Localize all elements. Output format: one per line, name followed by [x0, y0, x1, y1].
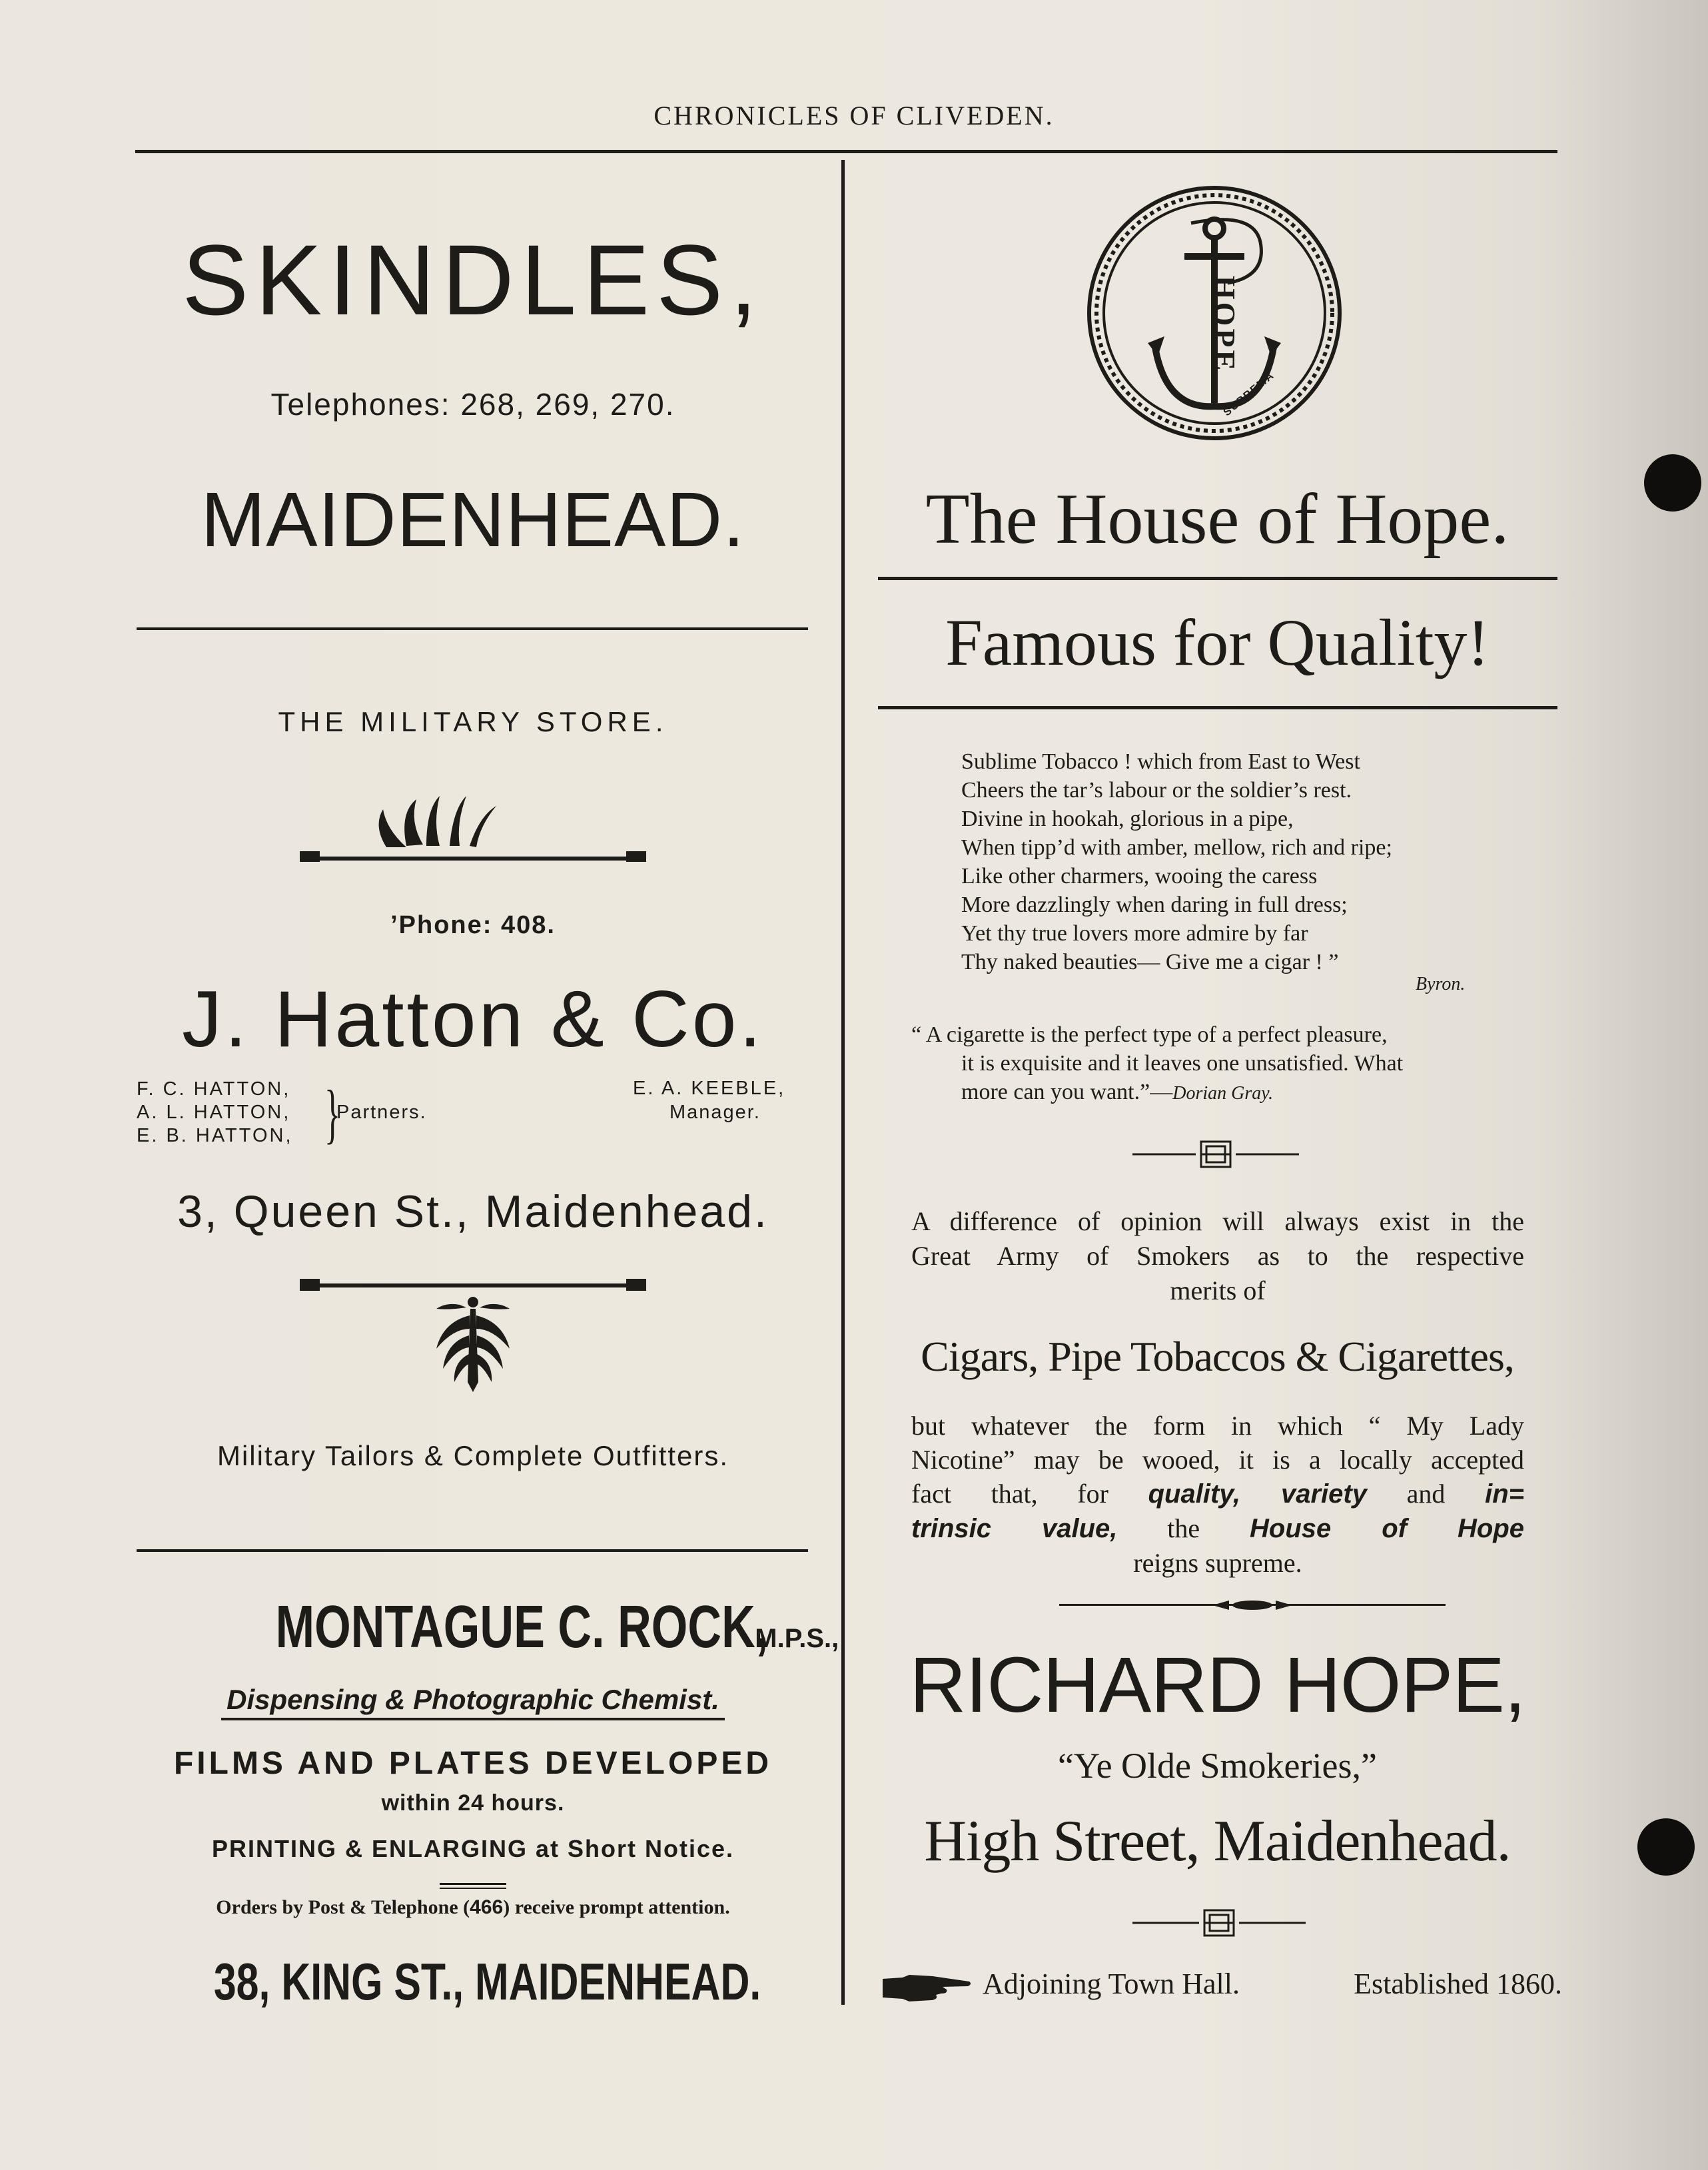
rock-films: FILMS AND PLATES DEVELOPED: [173, 1746, 773, 1781]
hatton-phone: ’Phone: 408.: [390, 911, 556, 939]
whatever-line-5: reigns supreme.: [1133, 1548, 1302, 1578]
poem-line: Like other charmers, wooing the caress: [961, 864, 1318, 889]
rock-orders-post: ) receive prompt attention.: [503, 1896, 730, 1918]
skindles-name: SKINDLES,: [182, 224, 764, 336]
whatever-line-4: [911, 1511, 1524, 1546]
column-divider: [841, 160, 845, 2005]
whatever-line-3: [911, 1477, 1524, 1511]
whatever-and: and: [1406, 1479, 1446, 1509]
poem-line: Divine in hookah, glorious in a pipe,: [961, 807, 1294, 831]
hatton-address: 3, Queen St., Maidenhead.: [177, 1186, 769, 1237]
partner-2: A. L. HATTON,: [137, 1102, 291, 1123]
rock-profession-wrap: [137, 1684, 809, 1716]
manager-name: E. A. KEEBLE,: [633, 1078, 786, 1099]
opinion-line-2: Great Army of Smokers as to the respective: [911, 1241, 1524, 1271]
rock-orders-pre: Orders by Post & Telephone (: [216, 1896, 470, 1918]
hope-title-rule: [878, 577, 1557, 580]
fan-ornament-icon: [300, 793, 646, 873]
poem-line: Cheers the tar’s labour or the soldier’s rest.: [961, 778, 1352, 803]
punch-hole-bottom: [1637, 1818, 1695, 1876]
whatever-intrinsic-value: trinsic value,: [911, 1514, 1118, 1543]
hatton-name: J. Hatton & Co.: [182, 974, 764, 1064]
skindles-town: MAIDENHEAD.: [201, 476, 745, 563]
poem-line: More dazzlingly when daring in full dress;: [961, 893, 1348, 917]
hope-proprietor: RICHARD HOPE,: [909, 1641, 1525, 1729]
rock-address-wrap: [137, 1952, 809, 2012]
skindles-telephones: Telephones: 268, 269, 270.: [270, 387, 675, 422]
whatever-fact: fact that, for: [911, 1479, 1108, 1509]
poem-line: Thy naked beauties— Give me a cigar ! ”: [961, 950, 1339, 974]
bottom-line: [883, 1967, 1562, 2007]
whatever-line-1: but whatever the form in which “ My Lady: [911, 1411, 1524, 1441]
quote-line-1: “ A cigarette is the perfect type of a perfect pleasure,: [911, 1022, 1388, 1047]
hope-title: The House of Hope.: [925, 480, 1509, 559]
rock-name: MONTAGUE C. ROCK,: [275, 1594, 769, 1660]
whatever-the: the: [1167, 1513, 1200, 1543]
hatton-services: Military Tailors & Complete Outfitters.: [216, 1440, 729, 1471]
whatever-in: in=: [1485, 1479, 1524, 1509]
rock-short-rule-1: [440, 1883, 506, 1885]
rock-orders-num: 466: [470, 1896, 504, 1918]
opinion: [911, 1204, 1524, 1308]
hope-street: High Street, Maidenhead.: [924, 1809, 1511, 1874]
whatever-quality-variety: quality, variety: [1148, 1479, 1367, 1509]
rock-within: within 24 hours.: [381, 1790, 565, 1816]
whatever-house-of-hope: House of Hope: [1250, 1514, 1525, 1543]
knot-ornament-icon: [1132, 1138, 1299, 1171]
rock-name-line: [137, 1593, 839, 1662]
whatever: [911, 1409, 1524, 1580]
hatton-rule: [137, 1549, 808, 1552]
whatever-line-2: Nicotine” may be wooed, it is a locally accepted: [911, 1445, 1524, 1475]
rock-address: 38, KING ST., MAIDENHEAD.: [213, 1952, 761, 2011]
hope-slogan-rule: [878, 706, 1557, 709]
opinion-line-3: merits of: [1170, 1275, 1266, 1305]
rock-printing: PRINTING & ENLARGING at Short Notice.: [211, 1835, 735, 1862]
punch-hole-top: [1644, 454, 1701, 512]
partners-label: Partners.: [336, 1102, 427, 1123]
poem-author: Byron.: [1416, 974, 1466, 994]
logo-ring-text: SUPREMA: [1221, 369, 1277, 419]
poem-line: When tipp’d with amber, mellow, rich and ripe;: [961, 835, 1392, 860]
partners-brace: }: [324, 1076, 340, 1150]
page-header: CHRONICLES OF CLIVEDEN.: [653, 101, 1055, 131]
hope-slogan: Famous for Quality!: [945, 605, 1490, 679]
manager-label: Manager.: [669, 1102, 761, 1123]
poem: [961, 747, 1547, 976]
rock-profession: Dispensing & Photographic Chemist.: [221, 1684, 725, 1720]
knot-ornament-bottom-icon: [1132, 1906, 1306, 1940]
quote-line-3: more can you want.”—: [961, 1080, 1173, 1104]
quote-line-2: it is exquisite and it leaves one unsatisfied. What: [961, 1051, 1404, 1076]
adjoining: Adjoining Town Hall.: [983, 1968, 1240, 2000]
hope-products: Cigars, Pipe Tobaccos & Cigarettes,: [921, 1333, 1514, 1380]
palm-ornament-icon: [300, 1275, 646, 1395]
established: Established 1860.: [1354, 1968, 1562, 2000]
hatton-tagline: THE MILITARY STORE.: [278, 706, 668, 737]
hope-anchor-logo: [1084, 183, 1344, 443]
opinion-line-1: A difference of opinion will always exist in the: [911, 1206, 1524, 1236]
rock-suffix: M.P.S.,: [755, 1624, 839, 1653]
header-rule: [135, 150, 1557, 153]
skindles-rule: [137, 627, 808, 630]
rock-orders: [137, 1896, 809, 1919]
quote-author: Dorian Gray.: [1172, 1083, 1274, 1104]
hatton-partners: [137, 1078, 293, 1148]
hope-shop-name: “Ye Olde Smokeries,”: [1058, 1746, 1377, 1786]
rock-short-rule-2: [440, 1888, 506, 1889]
poem-line: Yet thy true lovers more admire by far: [961, 921, 1308, 946]
dorian-quote: [911, 1020, 1524, 1108]
partner-3: E. B. HATTON,: [137, 1125, 293, 1146]
partner-1: F. C. HATTON,: [137, 1078, 291, 1100]
pointing-hand-icon: [883, 1974, 973, 2003]
arrow-rule-icon: [1059, 1595, 1446, 1615]
logo-hope-text: HOPE: [1208, 275, 1242, 374]
poem-line: Sublime Tobacco ! which from East to West: [961, 749, 1360, 774]
